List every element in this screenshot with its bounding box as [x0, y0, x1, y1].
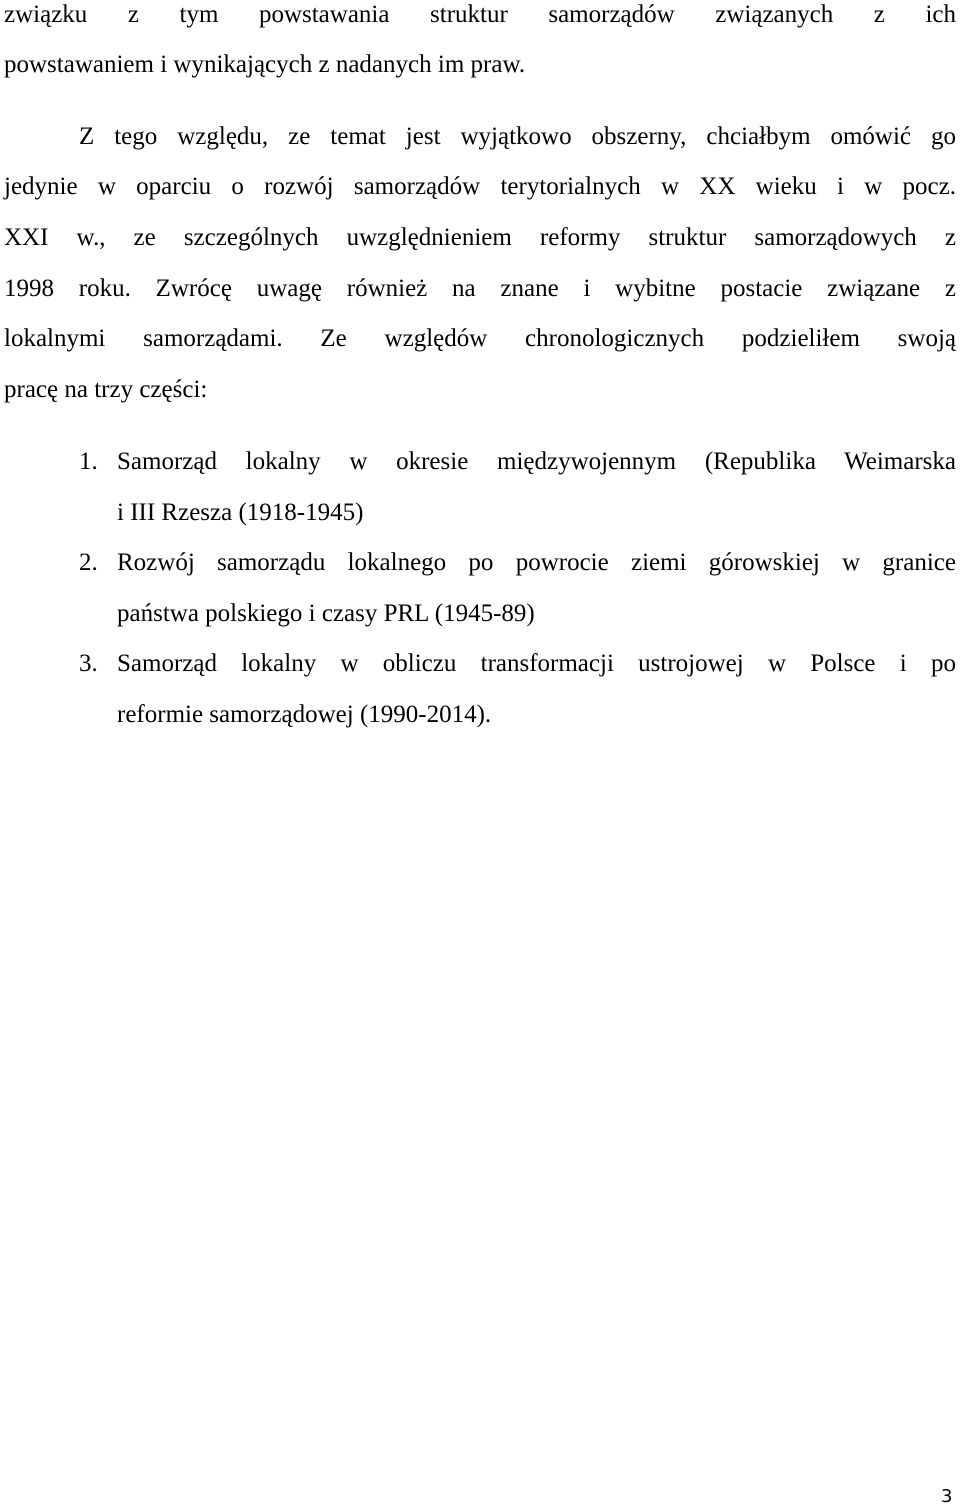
page-number: 3 — [941, 1486, 953, 1507]
paragraph-main-line-2: jedynie w oparciu o rozwój samorządów terytorialnych w XX wieku i w pocz. — [4, 173, 956, 200]
list-item-3-line-1: Samorząd lokalny w obliczu transformacji ustrojowej w Polsce i po — [117, 650, 956, 677]
paragraph-main-line-5: lokalnymi samorządami. Ze względów chronologicznych podzieliłem swoją — [4, 325, 956, 352]
paragraph-main-line-1: Z tego względu, ze temat jest wyjątkowo obszerny, chciałbym omówić go — [79, 123, 956, 150]
paragraph-top-line-2: powstawaniem i wynikających z nadanych im praw. — [4, 51, 526, 78]
paragraph-main-line-6: pracę na trzy części: — [4, 376, 208, 403]
list-item-3-line-2: reformie samorządowej (1990-2014). — [117, 701, 492, 728]
list-item-2-line-1: Rozwój samorządu lokalnego po powrocie ziemi górowskiej w granice — [117, 549, 956, 576]
list-item-1-number: 1. — [79, 448, 98, 475]
paragraph-top-line-1: związku z tym powstawania struktur samorządów związanych z ich — [4, 1, 956, 28]
list-item-1-line-2: i III Rzesza (1918-1945) — [117, 499, 364, 526]
paragraph-main-line-4: 1998 roku. Zwrócę uwagę również na znane i wybitne postacie związane z — [4, 275, 956, 302]
list-item-1-line-1: Samorząd lokalny w okresie międzywojennym (Republika Weimarska — [117, 448, 956, 475]
list-item-2-number: 2. — [79, 549, 98, 576]
list-item-3-number: 3. — [79, 650, 98, 677]
paragraph-main-line-3: XXI w., ze szczególnych uwzględnieniem reformy struktur samorządowych z — [4, 224, 956, 251]
list-item-2-line-2: państwa polskiego i czasy PRL (1945-89) — [117, 600, 535, 627]
